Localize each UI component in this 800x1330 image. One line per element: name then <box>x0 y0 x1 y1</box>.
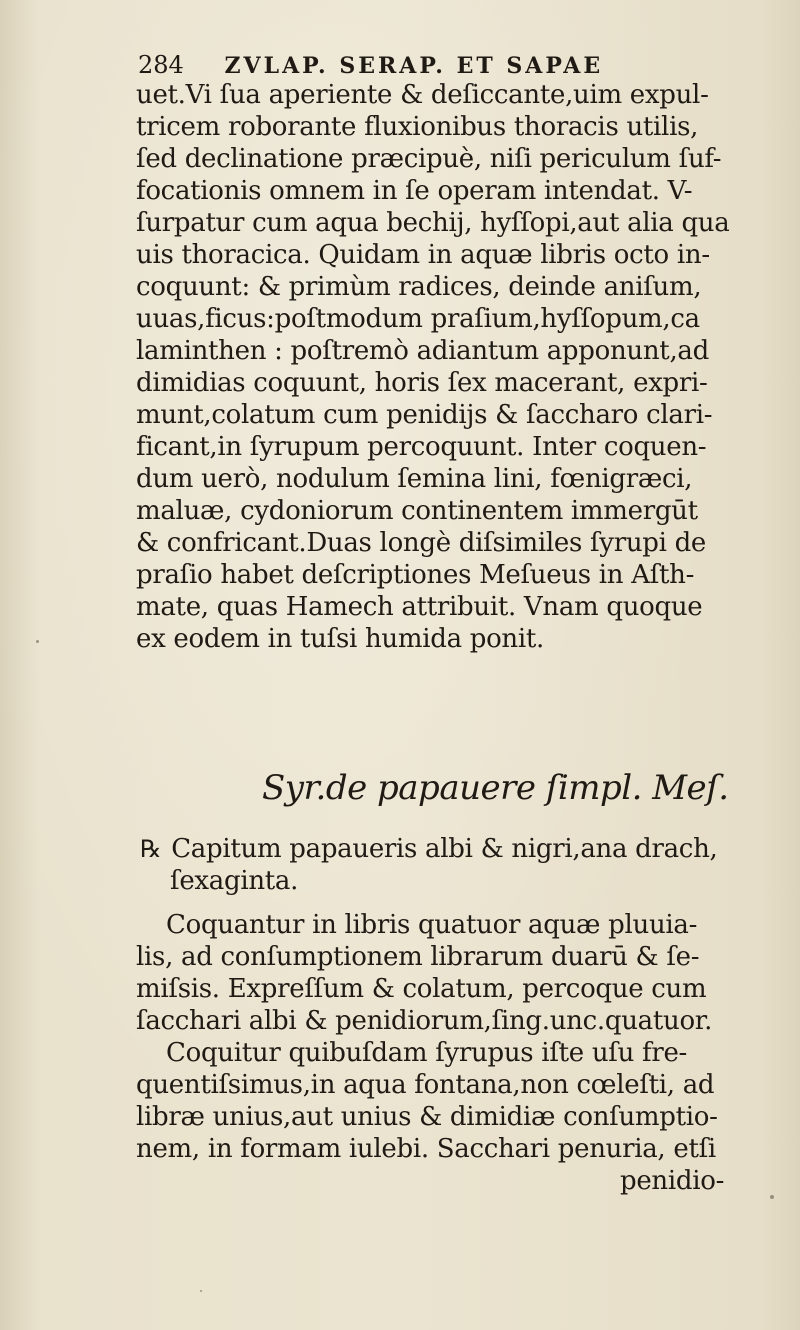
text-line: miſsis. Expreſſum & colatum, percoque cum <box>136 974 707 1004</box>
text-line: mate, quas Hamech attribuit. Vnam quoque <box>136 592 703 622</box>
text-line: Coquitur quibuſdam ſyrupus iſte uſu fre- <box>166 1038 688 1068</box>
recipe-line: ſexaginta. <box>170 866 299 896</box>
text-line: dimidias coquunt, horis ſex macerant, expri- <box>136 368 708 398</box>
catchword: penidio- <box>620 1166 725 1196</box>
text-line: ſacchari albi & penidiorum,ſing.unc.quatuor. <box>136 1006 713 1036</box>
text-line: tricem roborante fluxionibus thoracis utilis, <box>136 112 699 142</box>
text-line: munt,colatum cum penidijs & ſaccharo clari- <box>136 400 713 430</box>
text-line: dum uerò, nodulum ſemina lini, fœnigræci, <box>136 464 693 494</box>
text-line: ſurpatur cum aqua bechij, hyſſopi,aut alia qua <box>136 208 730 238</box>
paper-speck <box>770 1195 774 1199</box>
text-line: praſio habet deſcriptiones Meſueus in Aſth- <box>136 560 695 590</box>
text-line: focationis omnem in ſe operam intendat. V- <box>136 176 693 206</box>
text-line: uet.Vi ſua aperiente & deſiccante,uim expul- <box>136 80 709 110</box>
text-line: uis thoracica. Quidam in aquæ libris octo in- <box>136 240 710 270</box>
paper-speck <box>36 640 39 643</box>
text-line: laminthen : poſtremò adiantum apponunt,ad <box>136 336 709 366</box>
text-line: libræ unius,aut unius & dimidiæ conſumptio- <box>136 1102 718 1132</box>
recipe-line <box>140 834 717 864</box>
recipe-symbol: ℞ <box>140 835 162 863</box>
text-line: & confricant.Duas longè diſsimiles ſyrupi de <box>136 528 707 558</box>
recipe-ingredients: Capitum papaueris albi & nigri,ana drach, <box>171 834 718 864</box>
text-line: maluæ, cydoniorum continentem immergūt <box>136 496 698 526</box>
text-line: ſed declinatione præcipuè, niſi periculum ſuf- <box>136 144 722 174</box>
text-line: uuas,ficus:poſtmodum praſium,hyſſopum,ca <box>136 304 700 334</box>
text-line: quentiſsimus,in aqua fontana,non cœleſti, ad <box>136 1070 715 1100</box>
running-title: ZVLAP. SERAP. ET SAPAE <box>224 53 604 79</box>
paper-speck <box>200 1290 202 1292</box>
running-header <box>138 50 603 81</box>
text-line: lis, ad conſumptionem librarum duarū & ſe- <box>136 942 700 972</box>
page-number: 284 <box>138 51 184 79</box>
text-line: nem, in formam iulebi. Sacchari penuria, etſi <box>136 1134 716 1164</box>
text-line: Coquantur in libris quatuor aquæ pluuia- <box>166 910 698 940</box>
text-line: ficant,in ſyrupum percoquunt. Inter coquen- <box>136 432 707 462</box>
recipe-heading: Syr.de papauere ſimpl. Meſ. <box>262 768 729 808</box>
text-line: coquunt: & primùm radices, deinde aniſum, <box>136 272 702 302</box>
text-line: ex eodem in tuſsi humida ponit. <box>136 624 545 654</box>
